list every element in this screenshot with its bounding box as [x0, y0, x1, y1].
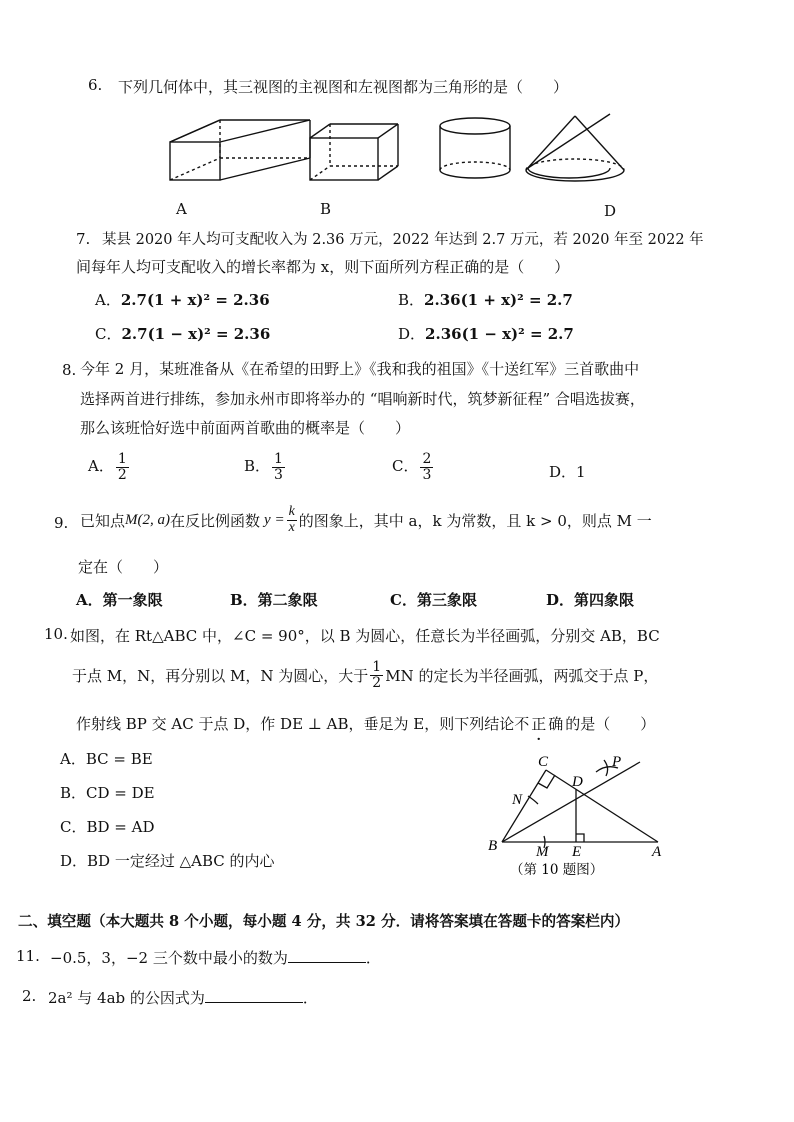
fraction-num: 1 [372, 659, 382, 675]
q11-number: 11. [16, 947, 40, 965]
label-b: B [488, 838, 498, 854]
q9-text-pre: 已知点 [80, 511, 126, 530]
fraction-num: 2 [422, 451, 432, 467]
q8-option-c[interactable] [392, 452, 435, 482]
figure-caption: （第 10 题图） [510, 862, 604, 878]
q7-option-c[interactable] [95, 323, 270, 344]
option-letter: C． [392, 457, 419, 476]
label-a: A [652, 844, 662, 860]
q9-text-post: 的图象上，其中 a，k 为常数，且 k > 0，则点 M 一 [298, 511, 652, 530]
fraction [272, 452, 285, 482]
q6-label-a: A [176, 200, 187, 218]
solid-c-cylinder [440, 118, 510, 178]
q10-line3-emphasis: 不正确 [514, 715, 566, 733]
q10-line3-post: 的是（ ） [565, 715, 656, 733]
q11-line [50, 947, 381, 968]
q8-stem-line1: 今年 2 月，某班准备从《在希望的田野上》《我和我的祖国》《十送红军》三首歌曲中 [80, 360, 640, 378]
q8-option-d[interactable] [549, 461, 586, 482]
q9-option-c[interactable]: C．第三象限 [390, 591, 477, 609]
q6-stem: 下列几何体中，其三视图的主视图和左视图都为三角形的是（ ） [118, 78, 569, 96]
fraction-den: x [288, 519, 295, 535]
q12-line [48, 987, 318, 1008]
q8-option-a[interactable] [88, 452, 131, 482]
q10-line3-pre: 作射线 BP 交 AC 于点 D，作 DE ⊥ AB，垂足为 E，则下列结论 [76, 715, 515, 733]
option-letter: D． [549, 463, 577, 481]
q9-func-lhs: y = [264, 511, 285, 528]
q9-option-a[interactable]: A．第一象限 [76, 591, 163, 609]
q10-stem-line2 [72, 660, 658, 690]
q10-option-c[interactable]: C．BD = AD [60, 818, 155, 836]
q11-end: ． [365, 949, 381, 967]
label-c: C [538, 754, 549, 770]
solid-b-cube [310, 124, 398, 180]
q11-answer-blank[interactable] [288, 948, 366, 963]
q9-stem-line1 [80, 505, 652, 535]
q10-option-b[interactable]: B．CD = DE [60, 784, 155, 802]
q10-line2-post: MN 的定长为半径画弧，两弧交于点 P， [385, 666, 659, 685]
fraction [116, 452, 129, 482]
label-e: E [572, 844, 582, 860]
section2-heading: 二、填空题（本大题共 8 个小题，每小题 4 分，共 32 分．请将答案填在答题卡的答案栏内） [18, 913, 630, 930]
q12-end: ． [302, 989, 318, 1007]
option-letter: D． [398, 325, 426, 343]
q11-stem: −0.5，3，−2 三个数中最小的数为 [50, 949, 288, 967]
q10-option-d[interactable]: D．BD 一定经过 △ABC 的内心 [60, 852, 275, 870]
q8-stem-line2: 选择两首进行排练，参加永州市即将举办的 “唱响新时代，筑梦新征程” 合唱选拔赛， [80, 390, 645, 408]
q10-stem-line1: 如图，在 Rt△ABC 中，∠C = 90°，以 B 为圆心，任意长为半径画弧，分别交 AB，BC [70, 627, 660, 645]
solid-a-prism [170, 120, 310, 180]
q8-number: 8. [62, 361, 77, 379]
label-p: P [612, 754, 622, 770]
q8-stem-line3: 那么该班恰好选中前面两首歌曲的概率是（ ） [80, 419, 411, 437]
label-n: N [512, 792, 523, 808]
fraction-den: 2 [117, 466, 127, 483]
arc-n [528, 796, 538, 804]
q9-func-fraction [287, 505, 297, 535]
q7-number: 7. [76, 230, 91, 248]
side-ca [546, 770, 658, 842]
q6-number: 6. [88, 76, 103, 94]
fraction-num: k [288, 504, 295, 519]
fraction [420, 452, 433, 482]
q10-line2-pre: 于点 M，N，再分别以 M，N 为圆心，大于 [72, 666, 369, 685]
q6-label-d: D [604, 202, 617, 220]
q10-fraction [370, 660, 383, 690]
option-expr: 2.7(1 + x)² = 2.36 [120, 291, 270, 309]
q10-triangle-figure [480, 752, 680, 882]
q7-option-d[interactable] [398, 323, 574, 344]
label-d: D [572, 774, 583, 790]
fraction-num: 1 [274, 451, 283, 467]
q9-option-b[interactable]: B．第二象限 [230, 591, 318, 609]
option-letter: C． [95, 325, 122, 343]
option-letter: B． [244, 457, 271, 476]
q9-number: 9. [54, 514, 69, 532]
q9-text-mid: 在反比例函数 [170, 511, 261, 530]
q12-stem: 2a² 与 4ab 的公因式为 [48, 989, 205, 1007]
q9-point: M(2, a) [125, 511, 171, 528]
q12-number: 2. [22, 987, 37, 1005]
q9-option-d[interactable]: D．第四象限 [546, 591, 635, 609]
option-expr: 2.36(1 − x)² = 2.7 [425, 325, 574, 343]
q9-stem-line2: 定在（ ） [78, 558, 169, 576]
right-angle-e [576, 834, 584, 842]
q7-option-b[interactable] [398, 289, 573, 310]
option-letter: B． [398, 291, 425, 309]
fraction-den: 3 [274, 466, 283, 483]
option-expr: 2.36(1 + x)² = 2.7 [424, 291, 573, 309]
q7-stem-line2: 间每年人均可支配收入的增长率都为 x，则下面所列方程正确的是（ ） [76, 258, 570, 276]
option-letter: A． [88, 457, 114, 476]
fraction-den: 3 [422, 466, 432, 483]
solid-d-cone-figure [520, 112, 630, 192]
ray-bp [502, 762, 640, 842]
q12-answer-blank[interactable] [205, 988, 303, 1003]
fraction-num: 1 [117, 451, 127, 467]
q10-number: 10. [44, 625, 68, 643]
fraction-den: 2 [372, 674, 382, 691]
side-bc [502, 770, 546, 842]
q8-option-b[interactable] [244, 452, 287, 482]
q6-label-b: B [320, 200, 332, 218]
q10-stem-line3 [76, 713, 655, 734]
label-m: M [536, 844, 549, 860]
q7-stem-line1: 某县 2020 年人均可支配收入为 2.36 万元，2022 年达到 2.7 万元，若 2020 年至 2022 年 [102, 232, 704, 248]
q7-option-a[interactable] [95, 289, 270, 310]
right-angle-c [538, 775, 555, 788]
option-letter: A． [95, 291, 121, 309]
option-value: 1 [576, 463, 586, 481]
q10-option-a[interactable]: A．BC = BE [60, 750, 153, 768]
option-expr: 2.7(1 − x)² = 2.36 [121, 325, 271, 343]
